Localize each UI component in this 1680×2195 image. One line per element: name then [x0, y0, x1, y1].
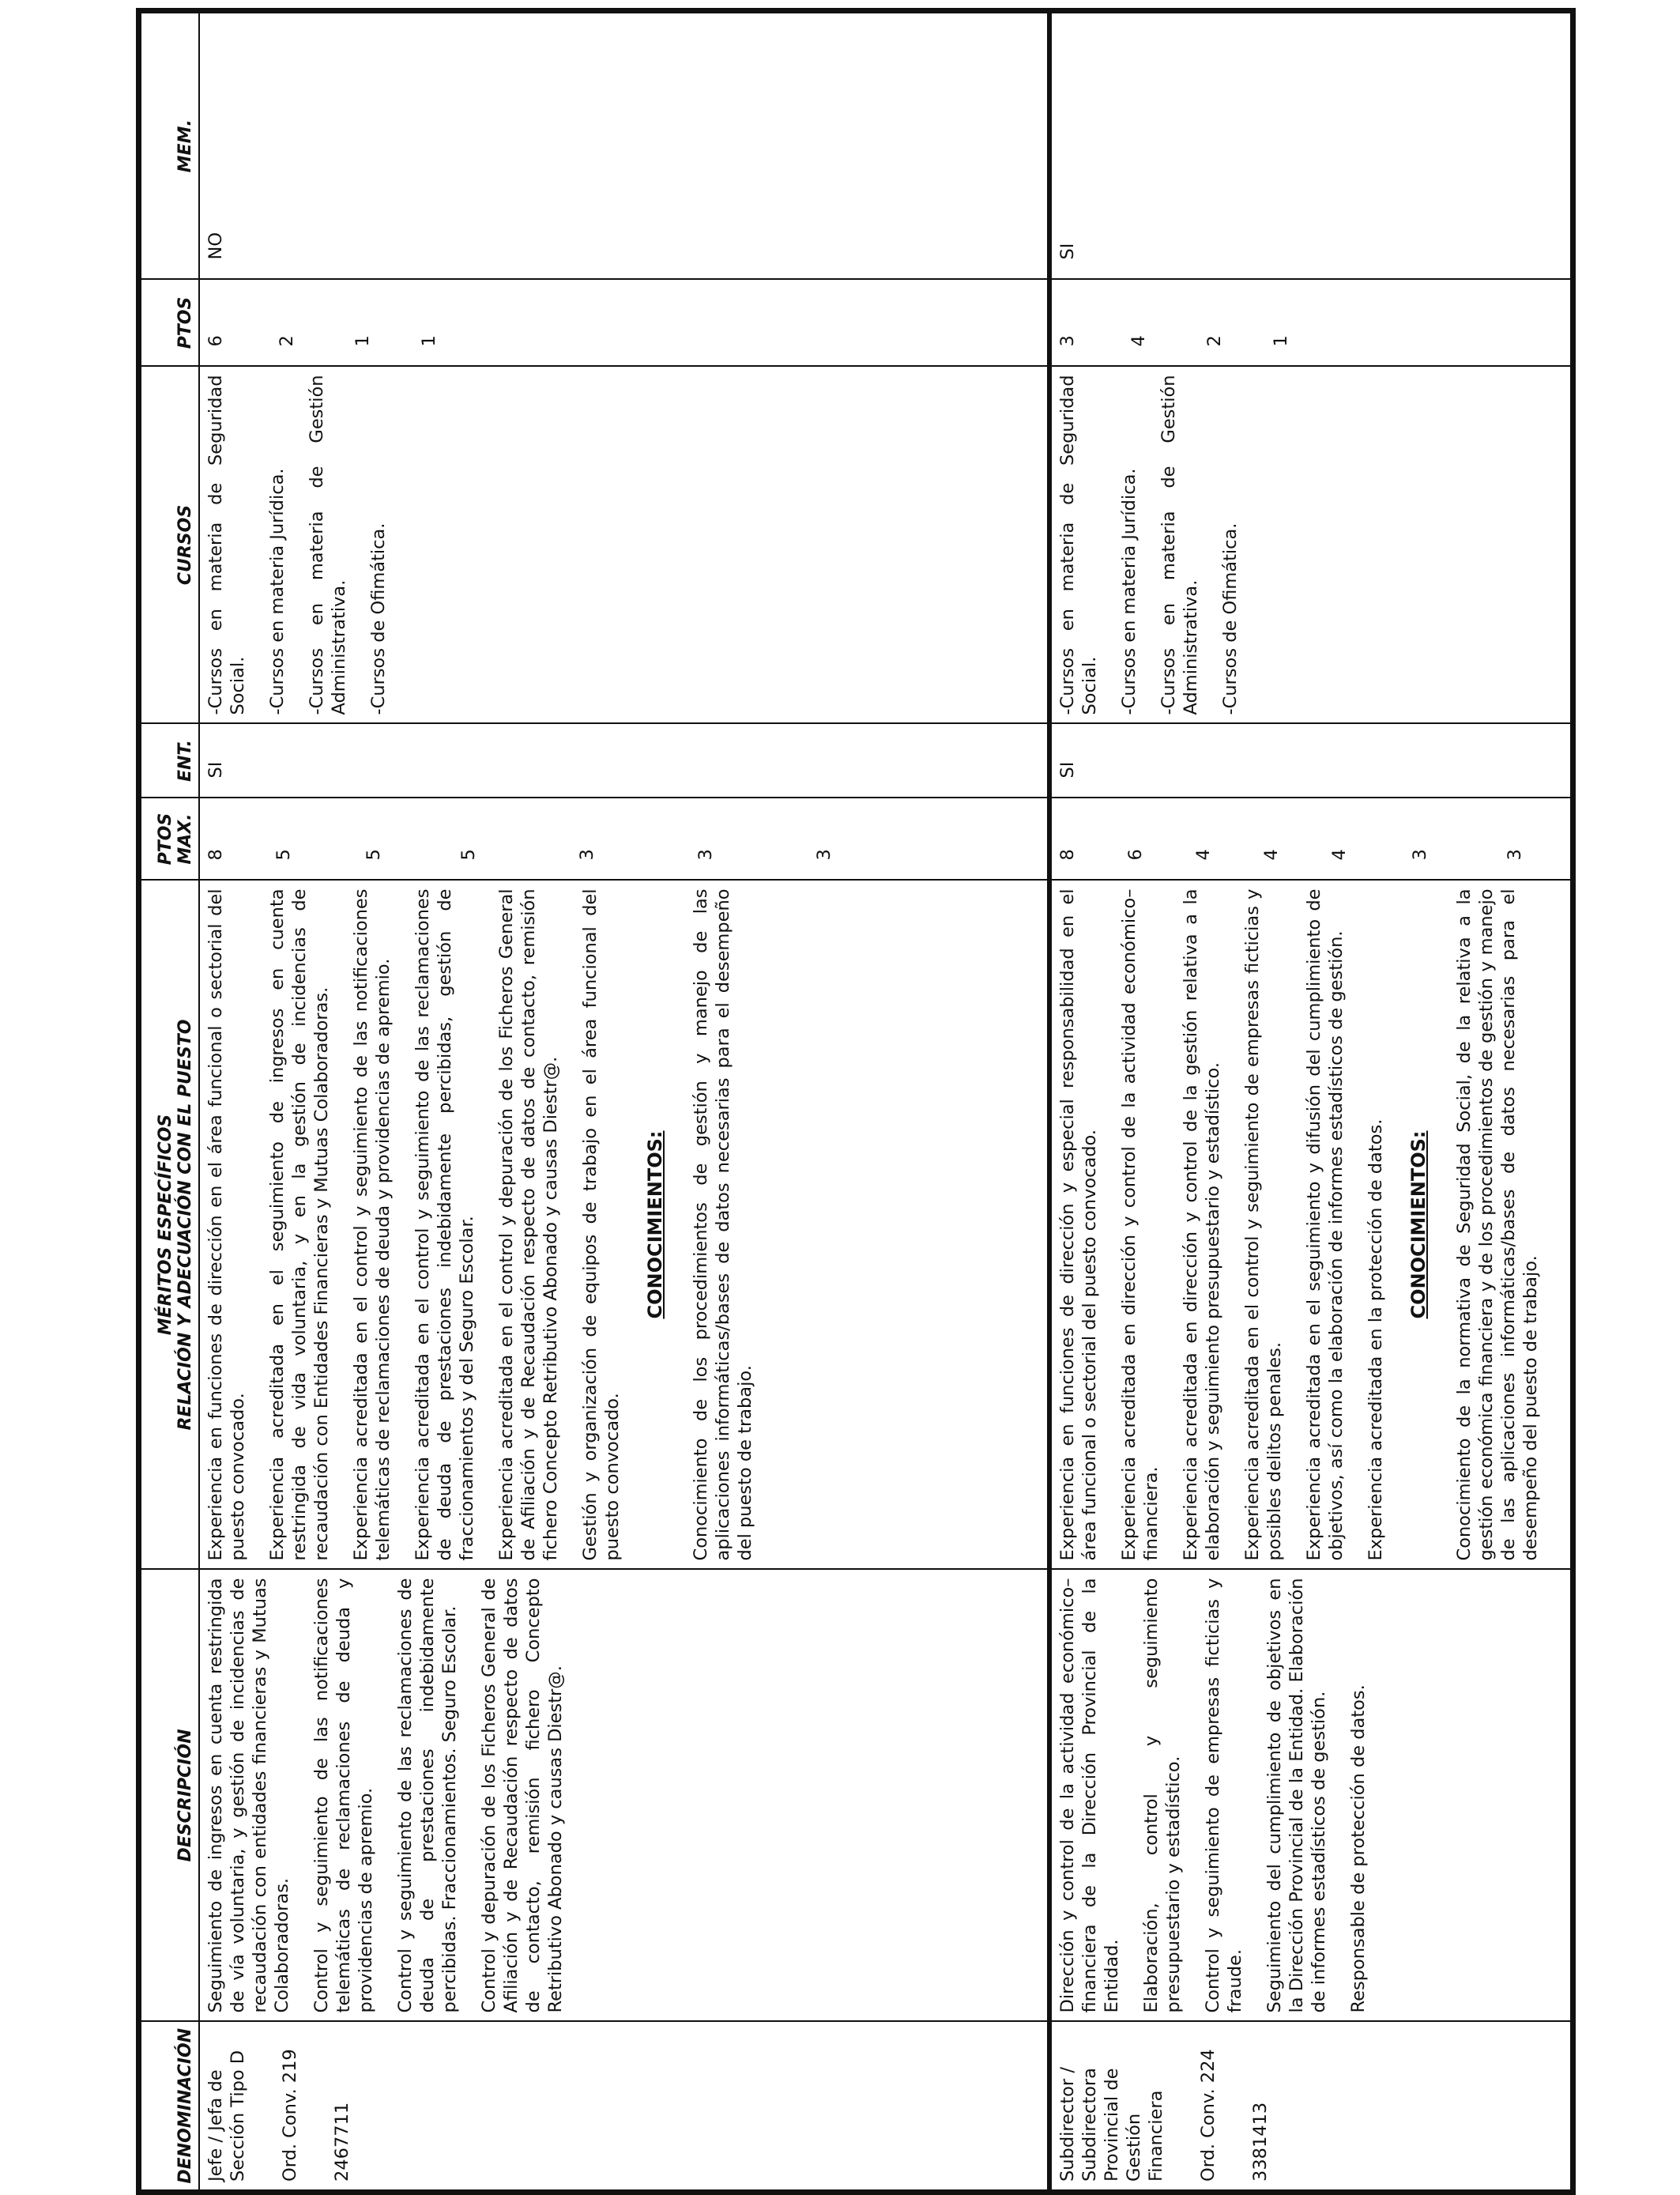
denominacion-order: Ord. Conv. 224	[1197, 2049, 1219, 2182]
ptos-cell	[1049, 280, 1573, 367]
mem-cell	[199, 11, 1049, 280]
descripcion-item: Seguimiento del cumplimiento de objetivos en la Dirección Provincial de la Entidad. Elaboración de informes estadísticos de gestión.	[1264, 1578, 1329, 2013]
descripcion-item: Control y seguimiento de las reclamaciones de deuda de prestaciones indebidamente percibidas. Fraccionamientos. Seguro Escolar.	[394, 1578, 460, 2013]
rotated-page	[136, 13, 1552, 2195]
ent-value: SI	[1057, 761, 1078, 779]
merito-item: Experiencia acreditada en el control y depuración de los Ficheros General de Afiliación y de Recaudación respecto de datos de contacto, remisión fichero Concepto Retributivo Abonado y causas Diestr@.	[495, 888, 561, 1561]
ptos-max-cell	[199, 798, 1049, 881]
descripcion-cell	[1049, 1570, 1573, 2022]
table-row	[199, 11, 1049, 2193]
descripcion-cell	[199, 1570, 1049, 2022]
ent-cell	[199, 724, 1049, 798]
ptos-max-value: 3	[576, 849, 597, 861]
descripcion-item: Control y depuración de los Ficheros General de Afiliación y de Recaudación respecto de datos de contacto, remisión fichero Concepto Retributivo Abonado y causas Diestr@.	[478, 1578, 566, 2013]
conocimientos-text: Conocimiento de los procedimientos de gestión y manejo de las aplicaciones informáticas/bases de datos necesarias para el desempeño del puesto de trabajo.	[690, 888, 755, 1561]
mem-cell	[1049, 11, 1573, 280]
denominacion-cell	[1049, 2022, 1573, 2193]
conocimientos-heading: CONOCIMIENTOS:	[1407, 1130, 1430, 1319]
ptos-value: 2	[276, 335, 297, 347]
ptos-value: 1	[352, 335, 373, 347]
ptos-value: 2	[1203, 335, 1225, 347]
ent-value: SI	[205, 761, 226, 779]
meritos-cell	[199, 881, 1049, 1570]
header-meritos-line2: RELACIÓN Y ADECUACIÓN CON EL PUESTO	[175, 1019, 195, 1431]
descripcion-item: Elaboración, control y seguimiento presupuestario y estadístico.	[1140, 1578, 1184, 2013]
curso-item: -Cursos en materia Jurídica.	[266, 468, 288, 715]
denominacion-code: 3381413	[1249, 2102, 1271, 2182]
ptos-max-value: 4	[1328, 849, 1350, 861]
header-descripcion: DESCRIPCIÓN	[139, 1570, 199, 2022]
descripcion-item: Seguimiento de ingresos en cuenta restringida de vía voluntaria, y gestión de incidencias de recaudación con entidades financieras y Mutuas Colaboradoras.	[205, 1578, 292, 2013]
cursos-cell	[199, 367, 1049, 724]
ptos-max-value: 8	[205, 849, 226, 861]
merito-item: Gestión y organización de equipos de trabajo en el área funcional del puesto convocado.	[579, 888, 623, 1561]
denominacion-title: Subdirector / Subdirectora Provincial de Gestión Financiera	[1057, 2067, 1166, 2182]
ptos-max-value: 3	[695, 849, 716, 861]
header-meritos-line1: MÉRITOS ESPECÍFICOS	[155, 1114, 175, 1336]
descripcion-item: Dirección y control de la actividad económico–financiera de la Dirección Provincial de la Entidad.	[1057, 1578, 1122, 2013]
merito-item: Experiencia acreditada en el control y seguimiento de empresas ficticias y posibles delitos penales.	[1241, 888, 1285, 1561]
denominacion-title: Jefe / Jefa de Sección Tipo D	[205, 2050, 248, 2182]
merito-item: Experiencia acreditada en la protección de datos.	[1365, 1118, 1386, 1561]
merito-item: Experiencia en funciones de dirección en el área funcional o sectorial del puesto convocado.	[205, 888, 248, 1561]
header-mem: MEM.	[139, 11, 199, 280]
conocimientos-text: Conocimiento de la normativa de Seguridad Social, de la relativa a la gestión económica financiera y de los procedimientos de gestión y manejo de las aplicaciones informáticas/bases de datos necesarias para el desempeño del puesto de trabajo.	[1453, 888, 1541, 1561]
ptos-max-value: 3	[1504, 849, 1525, 861]
ptos-value: 6	[205, 335, 226, 347]
denominacion-code: 2467711	[331, 2102, 352, 2182]
ptos-max-value: 3	[813, 849, 834, 861]
curso-item: -Cursos en materia de Seguridad Social.	[1057, 375, 1100, 715]
descripcion-item: Control y seguimiento de las notificaciones telemáticas de reclamaciones de deuda y providencias de apremio.	[311, 1578, 376, 2013]
curso-item: -Cursos de Ofimática.	[367, 522, 389, 715]
denominacion-cell	[199, 2022, 1049, 2193]
curso-item: -Cursos en materia Jurídica.	[1118, 468, 1139, 715]
ptos-max-value: 5	[458, 849, 479, 861]
ptos-max-cell	[1049, 798, 1573, 881]
meritos-table	[136, 8, 1576, 2195]
ptos-max-value: 5	[363, 849, 384, 861]
header-ptos-max-line2: MAX.	[175, 813, 195, 865]
header-ptos-max	[139, 798, 199, 881]
header-ptos: PTOS	[139, 280, 199, 367]
merito-item: Experiencia acreditada en dirección y control de la actividad económico–financiera.	[1118, 888, 1162, 1561]
ptos-value: 4	[1128, 335, 1149, 347]
denominacion-order: Ord. Conv. 219	[279, 2049, 300, 2182]
mem-value: NO	[205, 232, 226, 260]
ptos-max-value: 8	[1057, 849, 1078, 861]
cursos-cell	[1049, 367, 1573, 724]
merito-item: Experiencia acreditada en el control y seguimiento de las notificaciones telemáticas de reclamaciones de deuda y providencias de apremio.	[350, 888, 394, 1561]
merito-item: Experiencia acreditada en el seguimiento de ingresos en cuenta restringida de vida voluntaria, y en la gestión de incidencias de recaudación con Entidades Financieras y Mutuas Colaboradoras.	[266, 888, 332, 1561]
header-row	[139, 11, 199, 2193]
ptos-max-value: 3	[1409, 849, 1430, 861]
descripcion-item: Control y seguimiento de empresas ficticias y fraude.	[1202, 1578, 1245, 2013]
mem-value: SI	[1057, 243, 1078, 260]
curso-item: -Cursos de Ofimática.	[1219, 522, 1241, 715]
ptos-value: 1	[1270, 335, 1291, 347]
curso-item: -Cursos en materia de Gestión Administrativa.	[306, 375, 349, 715]
table-row	[1049, 11, 1573, 2193]
meritos-cell	[1049, 881, 1573, 1570]
merito-item: Experiencia acreditada en dirección y control de la gestión relativa a la elaboración y seguimiento presupuestario y estadístico.	[1180, 888, 1223, 1561]
header-denominacion: DENOMINACIÓN	[139, 2022, 199, 2193]
ptos-value: 1	[418, 335, 439, 347]
ptos-cell	[199, 280, 1049, 367]
header-meritos	[139, 881, 199, 1570]
merito-item: Experiencia acreditada en el control y seguimiento de las reclamaciones de deuda de prestaciones indebidamente percibidas, gestión de fraccionamientos y del Seguro Escolar.	[412, 888, 477, 1561]
header-ent: ENT.	[139, 724, 199, 798]
conocimientos-heading: CONOCIMIENTOS:	[643, 1130, 666, 1319]
ptos-max-value: 4	[1192, 849, 1214, 861]
header-cursos: CURSOS	[139, 367, 199, 724]
ptos-value: 3	[1057, 335, 1078, 347]
curso-item: -Cursos en materia de Gestión Administrativa.	[1158, 375, 1201, 715]
descripcion-item: Responsable de protección de datos.	[1347, 1684, 1369, 2013]
curso-item: -Cursos en materia de Seguridad Social.	[205, 375, 248, 715]
merito-item: Experiencia acreditada en el seguimiento y difusión del cumplimiento de objetivos, así como la elaboración de informes estadísticos de gestión.	[1303, 888, 1347, 1561]
ent-cell	[1049, 724, 1573, 798]
ptos-max-value: 6	[1124, 849, 1146, 861]
header-ptos-max-line1: PTOS	[155, 813, 175, 866]
ptos-max-value: 4	[1260, 849, 1282, 861]
merito-item: Experiencia en funciones de dirección y especial responsabilidad en el área funcional o sectorial del puesto convocado.	[1057, 888, 1100, 1561]
ptos-max-value: 5	[273, 849, 294, 861]
